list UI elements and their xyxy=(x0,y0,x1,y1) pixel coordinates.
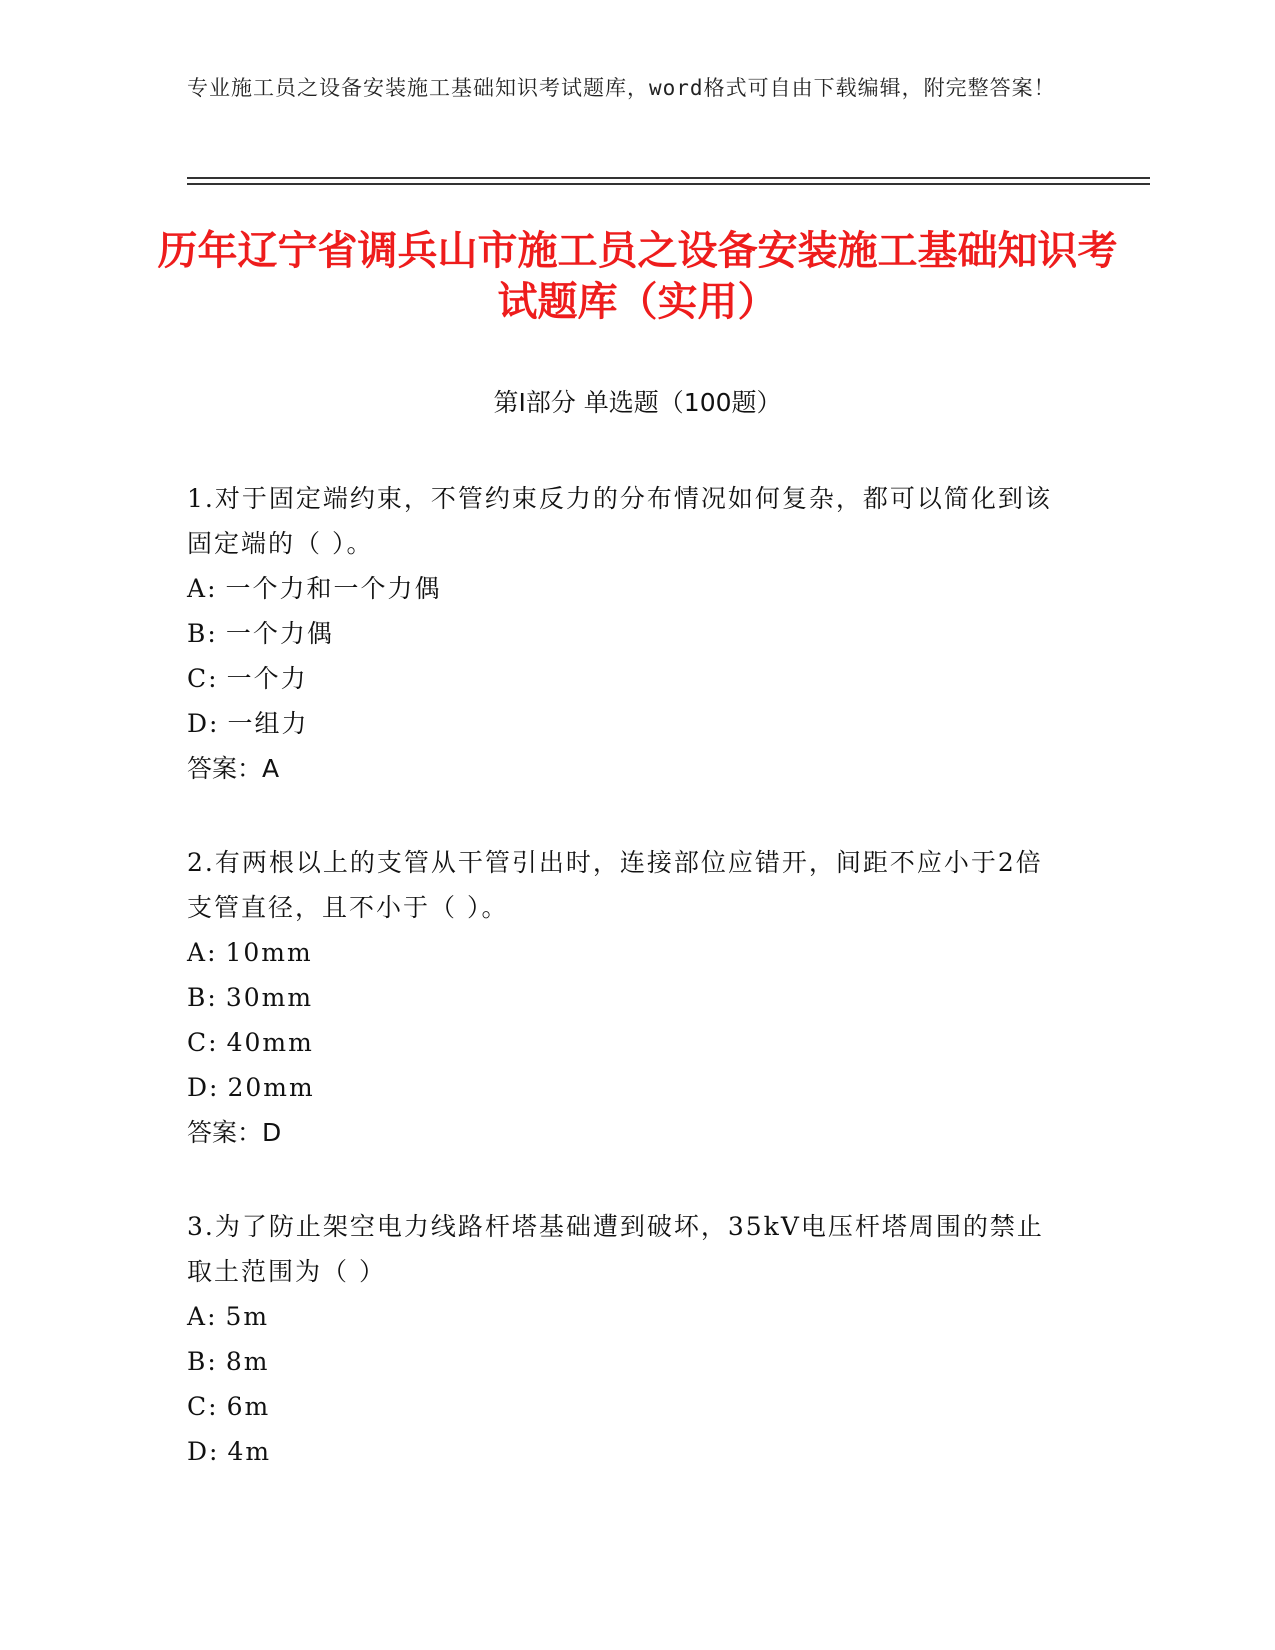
option-text: 一组力 xyxy=(227,709,309,738)
option-separator: : xyxy=(209,1437,220,1466)
option-d xyxy=(187,1429,1067,1474)
question-3 xyxy=(187,1204,1067,1474)
option-letter: B xyxy=(187,1347,208,1376)
option-letter: C xyxy=(187,664,209,693)
option-letter: D xyxy=(187,709,210,738)
question-stem: 3.为了防止架空电力线路杆塔基础遭到破坏，35kV电压杆塔周围的禁止取土范围为（ ） xyxy=(187,1212,1044,1286)
option-separator: : xyxy=(208,1028,219,1057)
option-text: 5m xyxy=(225,1302,270,1331)
option-text: 4m xyxy=(227,1437,272,1466)
option-separator: : xyxy=(207,619,218,648)
option-d xyxy=(187,1065,1067,1110)
option-letter: C xyxy=(187,1392,209,1421)
option-b xyxy=(187,611,1067,656)
option-text: 一个力和一个力偶 xyxy=(225,574,442,603)
option-letter: D xyxy=(187,1073,210,1102)
header-divider-bottom xyxy=(187,183,1150,185)
option-separator: : xyxy=(209,709,220,738)
option-text: 30mm xyxy=(225,983,314,1012)
option-d xyxy=(187,701,1067,746)
option-separator: : xyxy=(207,938,218,967)
question-2 xyxy=(187,840,1067,1155)
option-b xyxy=(187,1339,1067,1384)
header-note: 专业施工员之设备安装施工基础知识考试题库，word格式可自由下载编辑，附完整答案！ xyxy=(187,76,1056,100)
option-separator: : xyxy=(208,664,219,693)
option-letter: B xyxy=(187,983,208,1012)
option-text: 一个力偶 xyxy=(225,619,334,648)
option-a xyxy=(187,1294,1067,1339)
option-separator: : xyxy=(207,1347,218,1376)
option-c xyxy=(187,1384,1067,1429)
option-letter: A xyxy=(187,938,208,967)
option-text: 10mm xyxy=(225,938,313,967)
answer-line: 答案：D xyxy=(187,1118,282,1147)
page-title: 历年辽宁省调兵山市施工员之设备安装施工基础知识考试题库（实用） xyxy=(157,228,1118,325)
option-separator: : xyxy=(209,1073,220,1102)
option-separator: : xyxy=(208,1392,219,1421)
option-letter: A xyxy=(187,574,208,603)
option-c xyxy=(187,656,1067,701)
question-stem: 2.有两根以上的支管从干管引出时，连接部位应错开，间距不应小于2倍支管直径，且不小于（ ）。 xyxy=(187,848,1043,922)
option-text: 8m xyxy=(225,1347,270,1376)
option-text: 6m xyxy=(226,1392,271,1421)
option-separator: : xyxy=(207,983,218,1012)
question-stem: 1.对于固定端约束，不管约束反力的分布情况如何复杂，都可以简化到该固定端的（ ）。 xyxy=(187,484,1052,558)
option-letter: A xyxy=(187,1302,208,1331)
answer-line: 答案：A xyxy=(187,754,280,783)
header-divider-top xyxy=(187,177,1150,179)
option-text: 40mm xyxy=(226,1028,314,1057)
option-a xyxy=(187,566,1067,611)
option-text: 20mm xyxy=(227,1073,315,1102)
option-letter: B xyxy=(187,619,208,648)
option-text: 一个力 xyxy=(226,664,308,693)
option-letter: D xyxy=(187,1437,210,1466)
section-title: 第Ⅰ部分 单选题（100题） xyxy=(493,388,782,417)
option-c xyxy=(187,1020,1067,1065)
option-letter: C xyxy=(187,1028,209,1057)
option-separator: : xyxy=(207,1302,218,1331)
question-1 xyxy=(187,476,1067,791)
option-a xyxy=(187,930,1067,975)
option-separator: : xyxy=(207,574,218,603)
option-b xyxy=(187,975,1067,1020)
